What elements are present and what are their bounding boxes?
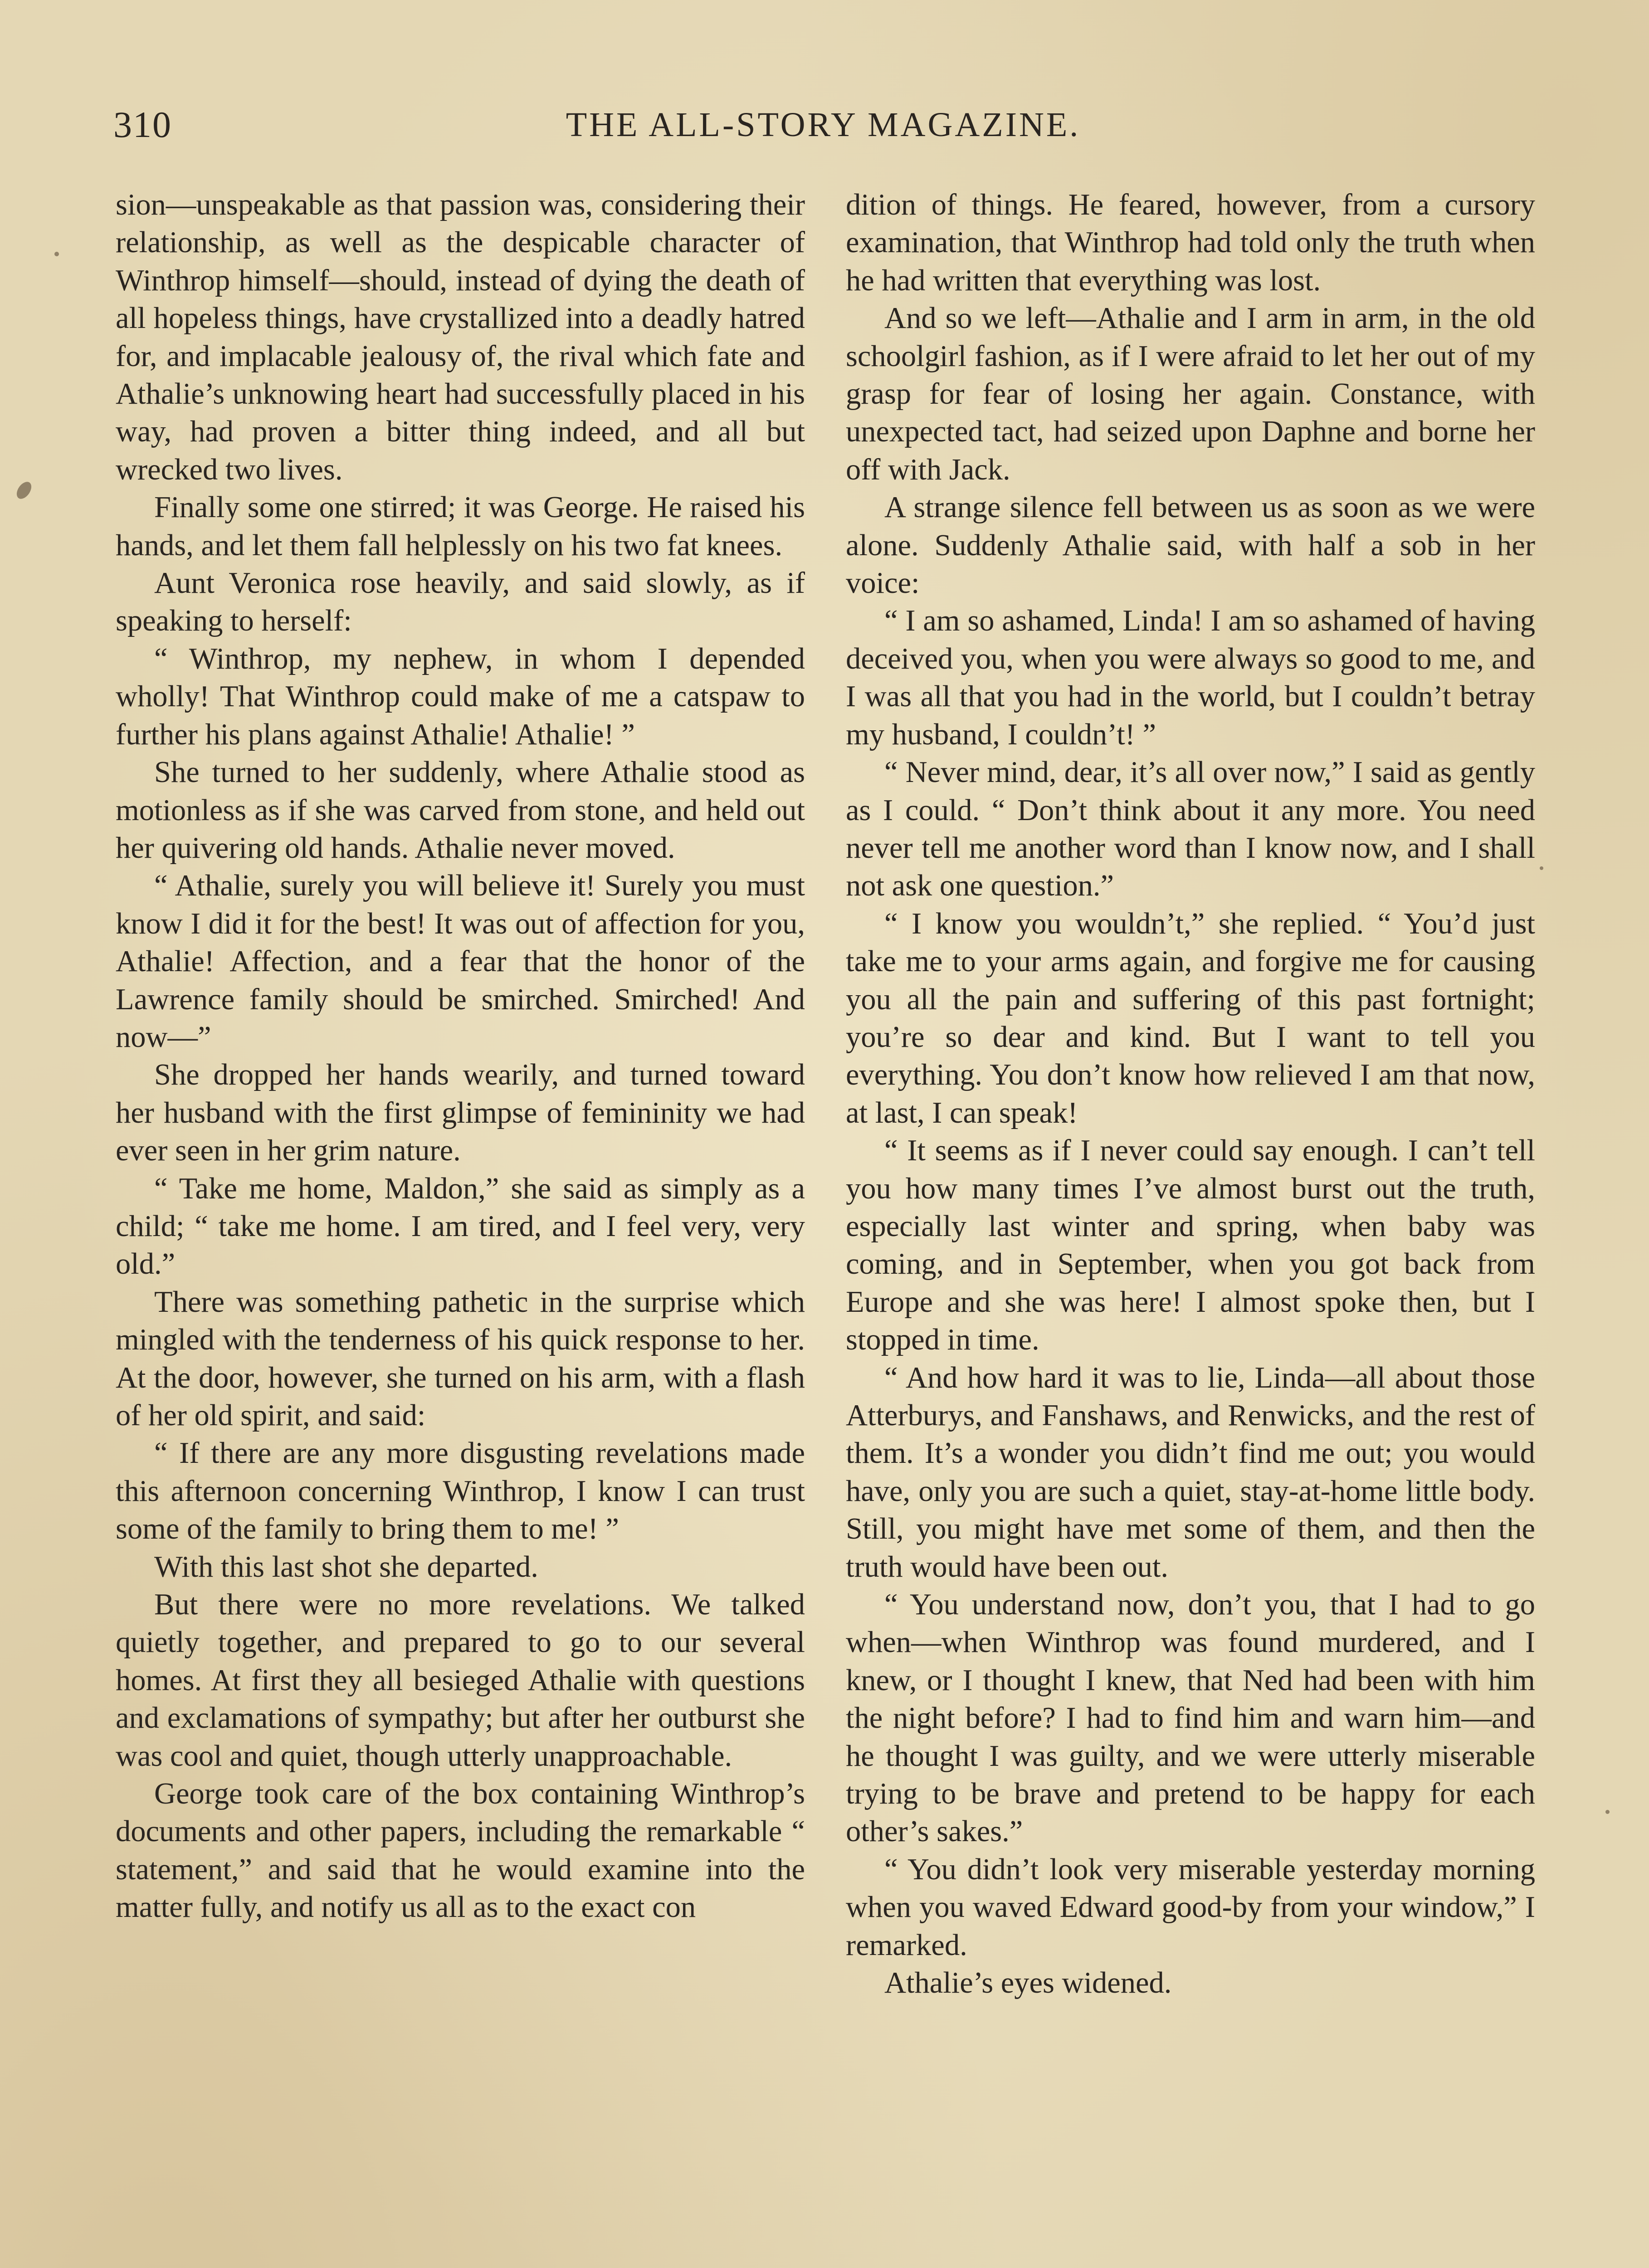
paragraph: And so we left—Athalie and I arm in arm, in the old schoolgirl fashion, as if I were afraid to let her out of my grasp for fear of losing her again. Constance, with unexpected tact, had seized upon Daphne and borne her off with Jack. [846, 302, 1535, 486]
paragraph: “ If there are any more disgusting revelations made this afternoon concerning Winthrop, I know I can trust some of the family to bring them to me! ” [116, 1437, 805, 1546]
paragraph: Finally some one stirred; it was George. He raised his hands, and let them fall helplessly on his two fat knees. [116, 491, 805, 562]
paper-speck [1540, 866, 1543, 870]
paragraph: dition of things. He feared, however, from a cursory examination, that Winthrop had told only the truth when he had written that everything was lost. [846, 188, 1535, 297]
paragraph: “ Winthrop, my nephew, in whom I depended wholly! That Winthrop could make of me a catspaw to further his plans against Athalie! Athalie! ” [116, 642, 805, 751]
paragraph: “ It seems as if I never could say enough. I can’t tell you how many times I’ve almost burst out the truth, especially last winter and spring, when baby was coming, and in September, when you got back from Europe and she was here! I almost spoke then, but I stopped in time. [846, 1134, 1535, 1357]
paragraph: “ You understand now, don’t you, that I had to go when—when Winthrop was found murdered, and I knew, or I thought I knew, that Ned had been with him the night before? I had to find him and warn him—and he thought I was guilty, and we were utterly miserable trying to be brave and pretend to be happy for each other’s sakes.” [846, 1588, 1535, 1848]
paragraph: “ You didn’t look very miserable yesterday morning when you waved Edward good-by from your window,” I remarked. [846, 1853, 1535, 1962]
paper-speck [1605, 1810, 1610, 1814]
paragraph: There was something pathetic in the surprise which mingled with the tenderness of his quick response to her. At the door, however, she turned on his arm, with a flash of her old spirit, and said: [116, 1285, 805, 1432]
paper-speck [54, 252, 59, 256]
paragraph: Aunt Veronica rose heavily, and said slowly, as if speaking to herself: [116, 567, 805, 638]
paragraph: “ I know you wouldn’t,” she replied. “ You’d just take me to your arms again, and forgive me for causing you all the pain and suffering of this past fortnight; you’re so dear and kind. But I want to tell you everything. You don’t know how relieved I am that now, at last, I can speak! [846, 907, 1535, 1129]
paragraph: “ Athalie, surely you will believe it! Surely you must know I did it for the best! It was out of affection for you, Athalie! Affection, and a fear that the honor of the Lawrence family should be smirched. Smirched! And now—” [116, 869, 805, 1054]
paragraph: “ Never mind, dear, it’s all over now,” I said as gently as I could. “ Don’t think about it any more. You need never tell me another word than I know now, and I shall not ask one question.” [846, 756, 1535, 903]
paragraph: George took care of the box containing Winthrop’s documents and other papers, including the remarkable “ statement,” and said that he would examine into the matter fully, and notify us all as to the exact con [116, 1777, 805, 1924]
paragraph: With this last shot she departed. [154, 1550, 538, 1584]
paragraph: Athalie’s eyes widened. [884, 1966, 1172, 2000]
page-number: 310 [113, 104, 172, 145]
paragraph: She turned to her suddenly, where Athalie stood as motionless as if she was carved from stone, and held out her quivering old hands. Athalie never moved. [116, 756, 805, 865]
paragraph: A strange silence fell between us as soon as we were alone. Suddenly Athalie said, with half a sob in her voice: [846, 491, 1535, 600]
paper-speck [14, 479, 34, 501]
paragraph: “ I am so ashamed, Linda! I am so ashamed of having deceived you, when you were always so good to me, and I was all that you had in the world, but I couldn’t betray my husband, I couldn’t! ” [846, 604, 1535, 751]
running-title: THE ALL-STORY MAGAZINE. [566, 106, 1081, 144]
paragraph: “ Take me home, Maldon,” she said as simply as a child; “ take me home. I am tired, and I feel very, very old.” [116, 1172, 805, 1281]
paragraph: sion—unspeakable as that passion was, considering their relationship, as well as the despicable character of Winthrop himself—should, instead of dying the death of all hopeless things, have crystallized into a deadly hatred for, and implacable jealousy of, the rival which fate and Athalie’s unknowing heart had successfully placed in his way, had proven a bitter thing indeed, and all but wrecked two lives. [116, 188, 805, 486]
paragraph: She dropped her hands wearily, and turned toward her husband with the first glimpse of femininity we had ever seen in her grim nature. [116, 1058, 805, 1168]
paragraph: “ And how hard it was to lie, Linda—all about those Atterburys, and Fanshaws, and Renwicks, and the rest of them. It’s a wonder you didn’t find me out; you would have, only you are such a quiet, stay-at-home little body. Still, you might have met some of them, and then the truth would have been out. [846, 1361, 1535, 1584]
left-column [116, 186, 805, 1926]
right-column [846, 186, 1535, 2002]
paragraph: But there were no more revelations. We talked quietly together, and prepared to go to our several homes. At first they all besieged Athalie with questions and exclamations of sympathy; but after her outburst she was cool and quiet, though utterly unapproachable. [116, 1588, 805, 1773]
page-header [113, 100, 1533, 150]
